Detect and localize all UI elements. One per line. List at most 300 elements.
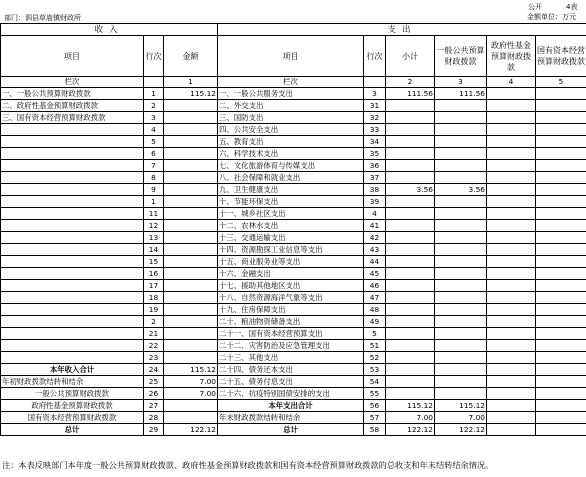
expense-row-no: 33 bbox=[364, 124, 386, 136]
income-amount bbox=[164, 280, 218, 292]
expense-item: 二十三、其他支出 bbox=[218, 352, 364, 364]
income-item bbox=[1, 220, 144, 232]
expense-row-no: 47 bbox=[364, 292, 386, 304]
col-number-label-expense: 栏次 bbox=[218, 77, 364, 88]
expense-subtotal bbox=[386, 388, 435, 400]
expense-general-budget bbox=[435, 352, 487, 364]
expense-item: 年末财政拨款结转和结余 bbox=[218, 412, 364, 424]
expense-fund-budget bbox=[487, 388, 536, 400]
expense-fund-budget bbox=[487, 172, 536, 184]
table-row bbox=[1, 316, 586, 328]
table-row bbox=[1, 244, 586, 256]
table-row bbox=[1, 292, 586, 304]
expense-state-capital-budget bbox=[536, 352, 586, 364]
expense-row-no: 42 bbox=[364, 232, 386, 244]
col-number-3: 3 bbox=[435, 77, 487, 88]
expense-fund-budget bbox=[487, 124, 536, 136]
expense-subtotal bbox=[386, 100, 435, 112]
expense-subtotal bbox=[386, 256, 435, 268]
income-amount bbox=[164, 160, 218, 172]
expense-state-capital-budget bbox=[536, 172, 586, 184]
income-amount bbox=[164, 328, 218, 340]
budget-table bbox=[0, 23, 586, 436]
income-item: 国有资本经营预算财政拨款 bbox=[1, 412, 144, 424]
expense-state-capital-budget bbox=[536, 136, 586, 148]
expense-subtotal bbox=[386, 220, 435, 232]
col-amount: 金额 bbox=[164, 36, 218, 77]
expense-general-budget bbox=[435, 160, 487, 172]
expense-fund-budget bbox=[487, 400, 536, 412]
expense-state-capital-budget bbox=[536, 244, 586, 256]
expense-row-no: 54 bbox=[364, 376, 386, 388]
expense-fund-budget bbox=[487, 100, 536, 112]
income-item bbox=[1, 268, 144, 280]
expense-row-no: 4 bbox=[364, 208, 386, 220]
income-item bbox=[1, 148, 144, 160]
expense-subtotal bbox=[386, 304, 435, 316]
income-item bbox=[1, 256, 144, 268]
income-item bbox=[1, 352, 144, 364]
table-row bbox=[1, 388, 586, 400]
expense-subtotal bbox=[386, 268, 435, 280]
expense-fund-budget bbox=[487, 340, 536, 352]
expense-item: 七、文化旅游体育与传媒支出 bbox=[218, 160, 364, 172]
income-row-no: 22 bbox=[144, 340, 164, 352]
expense-row-no: 57 bbox=[364, 412, 386, 424]
income-amount bbox=[164, 208, 218, 220]
expense-row-no: 58 bbox=[364, 424, 386, 436]
col-number-label: 栏次 bbox=[1, 77, 144, 88]
table-row bbox=[1, 220, 586, 232]
expense-fund-budget bbox=[487, 316, 536, 328]
income-amount bbox=[164, 352, 218, 364]
income-item bbox=[1, 136, 144, 148]
income-row-no: 29 bbox=[144, 424, 164, 436]
income-amount bbox=[164, 220, 218, 232]
expense-general-budget bbox=[435, 364, 487, 376]
income-row-no: 8 bbox=[144, 172, 164, 184]
income-amount bbox=[164, 196, 218, 208]
expense-item: 二十、粮油物资储备支出 bbox=[218, 316, 364, 328]
income-amount bbox=[164, 112, 218, 124]
expense-row-no: 36 bbox=[364, 160, 386, 172]
expense-subtotal bbox=[386, 124, 435, 136]
expense-item: 五、教育支出 bbox=[218, 136, 364, 148]
income-row-no: 12 bbox=[144, 220, 164, 232]
income-row-no: 18 bbox=[144, 292, 164, 304]
expense-item: 十三、交通运输支出 bbox=[218, 232, 364, 244]
income-row-no: 24 bbox=[144, 364, 164, 376]
income-row-no: 4 bbox=[144, 124, 164, 136]
expense-state-capital-budget bbox=[536, 412, 586, 424]
income-amount bbox=[164, 292, 218, 304]
expense-fund-budget bbox=[487, 208, 536, 220]
expense-row-no: 3 bbox=[364, 88, 386, 100]
table-row bbox=[1, 340, 586, 352]
income-row-no: 19 bbox=[144, 304, 164, 316]
expense-general-budget bbox=[435, 136, 487, 148]
col-state-capital-budget: 国有资本经营预算财政拨款 bbox=[536, 36, 586, 77]
expense-general-budget bbox=[435, 100, 487, 112]
expense-subtotal bbox=[386, 364, 435, 376]
expense-subtotal bbox=[386, 340, 435, 352]
expense-row-no: 31 bbox=[364, 100, 386, 112]
expense-fund-budget bbox=[487, 196, 536, 208]
unit-label: 金额单位：万元 bbox=[527, 13, 576, 21]
expense-fund-budget bbox=[487, 304, 536, 316]
income-item: 本年收入合计 bbox=[1, 364, 144, 376]
income-section-header: 收入 bbox=[1, 24, 218, 36]
income-row-no: 27 bbox=[144, 400, 164, 412]
income-row-no: 17 bbox=[144, 280, 164, 292]
income-amount bbox=[164, 232, 218, 244]
income-item bbox=[1, 184, 144, 196]
income-item bbox=[1, 172, 144, 184]
expense-state-capital-budget bbox=[536, 220, 586, 232]
expense-fund-budget bbox=[487, 244, 536, 256]
income-amount bbox=[164, 136, 218, 148]
expense-state-capital-budget bbox=[536, 280, 586, 292]
expense-subtotal: 7.00 bbox=[386, 412, 435, 424]
income-row-no: 25 bbox=[144, 376, 164, 388]
col-item: 项目 bbox=[1, 36, 144, 77]
expense-item: 十二、农林水支出 bbox=[218, 220, 364, 232]
expense-fund-budget bbox=[487, 328, 536, 340]
income-amount bbox=[164, 316, 218, 328]
income-amount bbox=[164, 148, 218, 160]
expense-state-capital-budget bbox=[536, 268, 586, 280]
income-row-no: 26 bbox=[144, 388, 164, 400]
expense-item: 十、节能环保支出 bbox=[218, 196, 364, 208]
expense-state-capital-budget bbox=[536, 340, 586, 352]
expense-item: 九、卫生健康支出 bbox=[218, 184, 364, 196]
expense-state-capital-budget bbox=[536, 112, 586, 124]
income-item: 总计 bbox=[1, 424, 144, 436]
table-row bbox=[1, 400, 586, 412]
expense-item: 二十二、灾害防治及应急管理支出 bbox=[218, 340, 364, 352]
expense-item: 六、科学技术支出 bbox=[218, 148, 364, 160]
expense-general-budget: 7.00 bbox=[435, 412, 487, 424]
expense-row-no: 5 bbox=[364, 328, 386, 340]
expense-subtotal bbox=[386, 148, 435, 160]
expense-subtotal bbox=[386, 352, 435, 364]
expense-item: 二十五、债务付息支出 bbox=[218, 376, 364, 388]
expense-item: 八、社会保障和就业支出 bbox=[218, 172, 364, 184]
table-row bbox=[1, 208, 586, 220]
expense-fund-budget bbox=[487, 184, 536, 196]
expense-subtotal bbox=[386, 232, 435, 244]
income-amount bbox=[164, 184, 218, 196]
col-number-4: 4 bbox=[487, 77, 536, 88]
table-row bbox=[1, 364, 586, 376]
col-row-no: 行次 bbox=[144, 36, 164, 77]
expense-subtotal bbox=[386, 316, 435, 328]
expense-state-capital-budget bbox=[536, 364, 586, 376]
income-item bbox=[1, 232, 144, 244]
expense-state-capital-budget bbox=[536, 208, 586, 220]
expense-row-no: 38 bbox=[364, 184, 386, 196]
income-amount: 115.12 bbox=[164, 364, 218, 376]
income-row-no: 1 bbox=[144, 88, 164, 100]
table-row bbox=[1, 376, 586, 388]
expense-subtotal bbox=[386, 160, 435, 172]
expense-general-budget bbox=[435, 256, 487, 268]
expense-general-budget: 111.56 bbox=[435, 88, 487, 100]
income-amount bbox=[164, 400, 218, 412]
table-row bbox=[1, 352, 586, 364]
expense-general-budget bbox=[435, 148, 487, 160]
expense-subtotal: 3.56 bbox=[386, 184, 435, 196]
expense-state-capital-budget bbox=[536, 232, 586, 244]
expense-general-budget: 3.56 bbox=[435, 184, 487, 196]
income-item: 政府性基金预算财政拨款 bbox=[1, 400, 144, 412]
expense-fund-budget bbox=[487, 136, 536, 148]
expense-item: 二十四、债务还本支出 bbox=[218, 364, 364, 376]
expense-subtotal bbox=[386, 292, 435, 304]
table-row bbox=[1, 412, 586, 424]
income-row-no: 28 bbox=[144, 412, 164, 424]
table-body bbox=[1, 88, 586, 436]
income-row-no: 3 bbox=[144, 112, 164, 124]
income-row-no: 16 bbox=[144, 268, 164, 280]
expense-fund-budget bbox=[487, 232, 536, 244]
table-row bbox=[1, 328, 586, 340]
income-item bbox=[1, 196, 144, 208]
expense-item: 十五、商业服务业等支出 bbox=[218, 256, 364, 268]
expense-subtotal bbox=[386, 112, 435, 124]
column-number-row bbox=[1, 77, 586, 88]
income-item bbox=[1, 328, 144, 340]
col-number-1: 1 bbox=[164, 77, 218, 88]
expense-general-budget bbox=[435, 268, 487, 280]
table-row bbox=[1, 268, 586, 280]
table-row bbox=[1, 256, 586, 268]
expense-row-no: 44 bbox=[364, 256, 386, 268]
col-general-budget: 一般公共预算财政拨款 bbox=[435, 36, 487, 77]
expense-subtotal bbox=[386, 328, 435, 340]
expense-row-no: 49 bbox=[364, 316, 386, 328]
expense-row-no: 53 bbox=[364, 364, 386, 376]
col-subtotal: 小计 bbox=[386, 36, 435, 77]
expense-fund-budget bbox=[487, 412, 536, 424]
table-row bbox=[1, 88, 586, 100]
table-row bbox=[1, 196, 586, 208]
income-row-no: 9 bbox=[144, 184, 164, 196]
col-item-expense: 项目 bbox=[218, 36, 364, 77]
section-header-row bbox=[1, 24, 586, 36]
income-amount bbox=[164, 412, 218, 424]
col-row-no-expense: 行次 bbox=[364, 36, 386, 77]
expense-general-budget bbox=[435, 304, 487, 316]
expense-row-no: 55 bbox=[364, 388, 386, 400]
income-row-no: 2 bbox=[144, 100, 164, 112]
income-amount bbox=[164, 340, 218, 352]
expense-item: 总计 bbox=[218, 424, 364, 436]
expense-subtotal bbox=[386, 280, 435, 292]
column-header-row bbox=[1, 36, 586, 77]
income-item: 三、国有资本经营预算财政拨款 bbox=[1, 112, 144, 124]
income-item: 一、一般公共预算财政拨款 bbox=[1, 88, 144, 100]
expense-general-budget bbox=[435, 340, 487, 352]
table-row bbox=[1, 136, 586, 148]
expense-fund-budget bbox=[487, 376, 536, 388]
expense-row-no: 51 bbox=[364, 340, 386, 352]
income-amount bbox=[164, 304, 218, 316]
expense-row-no: 35 bbox=[364, 148, 386, 160]
footnote: 注：本表反映部门本年度一般公共预算财政拨款、政府性基金预算财政拨款和国有资本经营预算财政拨款的总收支和年末结转结余情况。 bbox=[2, 460, 494, 470]
income-row-no: 21 bbox=[144, 328, 164, 340]
expense-general-budget bbox=[435, 280, 487, 292]
expense-fund-budget bbox=[487, 88, 536, 100]
expense-general-budget bbox=[435, 124, 487, 136]
income-amount bbox=[164, 268, 218, 280]
expense-row-no: 43 bbox=[364, 244, 386, 256]
expense-general-budget bbox=[435, 196, 487, 208]
expense-subtotal: 122.12 bbox=[386, 424, 435, 436]
expense-row-no: 34 bbox=[364, 136, 386, 148]
expense-item: 十九、住房保障支出 bbox=[218, 304, 364, 316]
income-row-no: 13 bbox=[144, 232, 164, 244]
expense-subtotal bbox=[386, 244, 435, 256]
expense-fund-budget bbox=[487, 148, 536, 160]
income-item bbox=[1, 208, 144, 220]
expense-fund-budget bbox=[487, 280, 536, 292]
form-label: 公开 bbox=[528, 3, 542, 11]
expense-subtotal bbox=[386, 196, 435, 208]
expense-item: 十七、援助其他地区支出 bbox=[218, 280, 364, 292]
expense-state-capital-budget bbox=[536, 376, 586, 388]
income-row-no: 15 bbox=[144, 256, 164, 268]
expense-state-capital-budget bbox=[536, 304, 586, 316]
income-row-no: 5 bbox=[144, 136, 164, 148]
expense-subtotal: 115.12 bbox=[386, 400, 435, 412]
expense-item: 四、公共安全支出 bbox=[218, 124, 364, 136]
expense-state-capital-budget bbox=[536, 256, 586, 268]
table-row bbox=[1, 304, 586, 316]
expense-item: 十一、城乡社区支出 bbox=[218, 208, 364, 220]
expense-row-no: 46 bbox=[364, 280, 386, 292]
expense-state-capital-budget bbox=[536, 196, 586, 208]
table-row bbox=[1, 232, 586, 244]
expense-row-no: 56 bbox=[364, 400, 386, 412]
expense-item: 二、外交支出 bbox=[218, 100, 364, 112]
income-row-no: 11 bbox=[144, 208, 164, 220]
expense-subtotal bbox=[386, 376, 435, 388]
expense-state-capital-budget bbox=[536, 148, 586, 160]
col-number-2: 2 bbox=[386, 77, 435, 88]
income-row-no: 1 bbox=[144, 196, 164, 208]
expense-fund-budget bbox=[487, 364, 536, 376]
income-item bbox=[1, 124, 144, 136]
expense-row-no: 41 bbox=[364, 220, 386, 232]
expense-subtotal bbox=[386, 136, 435, 148]
expense-state-capital-budget bbox=[536, 124, 586, 136]
income-row-no: 23 bbox=[144, 352, 164, 364]
expense-general-budget bbox=[435, 388, 487, 400]
form-number: 4表 bbox=[566, 3, 578, 11]
expense-general-budget: 122.12 bbox=[435, 424, 487, 436]
expense-item: 十八、自然资源海洋气象等支出 bbox=[218, 292, 364, 304]
expense-general-budget bbox=[435, 172, 487, 184]
income-amount: 122.12 bbox=[164, 424, 218, 436]
expense-general-budget bbox=[435, 292, 487, 304]
income-item bbox=[1, 244, 144, 256]
expense-general-budget bbox=[435, 376, 487, 388]
income-item: 一般公共预算财政拨款 bbox=[1, 388, 144, 400]
table-row bbox=[1, 172, 586, 184]
expense-fund-budget bbox=[487, 424, 536, 436]
income-amount: 115.12 bbox=[164, 88, 218, 100]
expense-state-capital-budget bbox=[536, 88, 586, 100]
department-label: 部门：泗县草庙镇财政所 bbox=[4, 14, 81, 22]
expense-fund-budget bbox=[487, 112, 536, 124]
expense-fund-budget bbox=[487, 160, 536, 172]
expense-general-budget bbox=[435, 208, 487, 220]
expense-state-capital-budget bbox=[536, 184, 586, 196]
expense-general-budget: 115.12 bbox=[435, 400, 487, 412]
income-amount: 7.00 bbox=[164, 388, 218, 400]
expense-item: 二十一、国有资本经营预算支出 bbox=[218, 328, 364, 340]
income-item bbox=[1, 160, 144, 172]
expense-row-no: 32 bbox=[364, 112, 386, 124]
expense-subtotal bbox=[386, 208, 435, 220]
income-item: 二、政府性基金预算财政拨款 bbox=[1, 100, 144, 112]
expense-row-no: 52 bbox=[364, 352, 386, 364]
expense-general-budget bbox=[435, 244, 487, 256]
income-item bbox=[1, 304, 144, 316]
expense-section-header: 支出 bbox=[218, 24, 586, 36]
expense-state-capital-budget bbox=[536, 292, 586, 304]
expense-item: 十六、金融支出 bbox=[218, 268, 364, 280]
expense-general-budget bbox=[435, 316, 487, 328]
expense-state-capital-budget bbox=[536, 400, 586, 412]
income-item bbox=[1, 316, 144, 328]
expense-fund-budget bbox=[487, 352, 536, 364]
income-item bbox=[1, 340, 144, 352]
income-item bbox=[1, 292, 144, 304]
expense-fund-budget bbox=[487, 256, 536, 268]
income-row-no: 2 bbox=[144, 316, 164, 328]
expense-general-budget bbox=[435, 112, 487, 124]
table-row bbox=[1, 280, 586, 292]
expense-row-no: 37 bbox=[364, 172, 386, 184]
expense-fund-budget bbox=[487, 268, 536, 280]
income-amount bbox=[164, 172, 218, 184]
income-amount bbox=[164, 100, 218, 112]
expense-state-capital-budget bbox=[536, 424, 586, 436]
expense-row-no: 48 bbox=[364, 304, 386, 316]
expense-item: 二十六、抗疫特别国债安排的支出 bbox=[218, 388, 364, 400]
expense-subtotal bbox=[386, 172, 435, 184]
expense-state-capital-budget bbox=[536, 328, 586, 340]
expense-state-capital-budget bbox=[536, 160, 586, 172]
income-item: 年初财政拨款结转和结余 bbox=[1, 376, 144, 388]
table-row bbox=[1, 148, 586, 160]
expense-fund-budget bbox=[487, 220, 536, 232]
income-amount bbox=[164, 244, 218, 256]
table-row bbox=[1, 100, 586, 112]
income-amount bbox=[164, 256, 218, 268]
table-row bbox=[1, 124, 586, 136]
income-row-no: 7 bbox=[144, 160, 164, 172]
expense-state-capital-budget bbox=[536, 388, 586, 400]
expense-fund-budget bbox=[487, 292, 536, 304]
col-fund-budget: 政府性基金预算财政拨款 bbox=[487, 36, 536, 77]
table-row bbox=[1, 424, 586, 436]
expense-row-no: 45 bbox=[364, 268, 386, 280]
col-number-5: 5 bbox=[536, 77, 586, 88]
expense-item: 十四、资源勘探工业信息等支出 bbox=[218, 244, 364, 256]
